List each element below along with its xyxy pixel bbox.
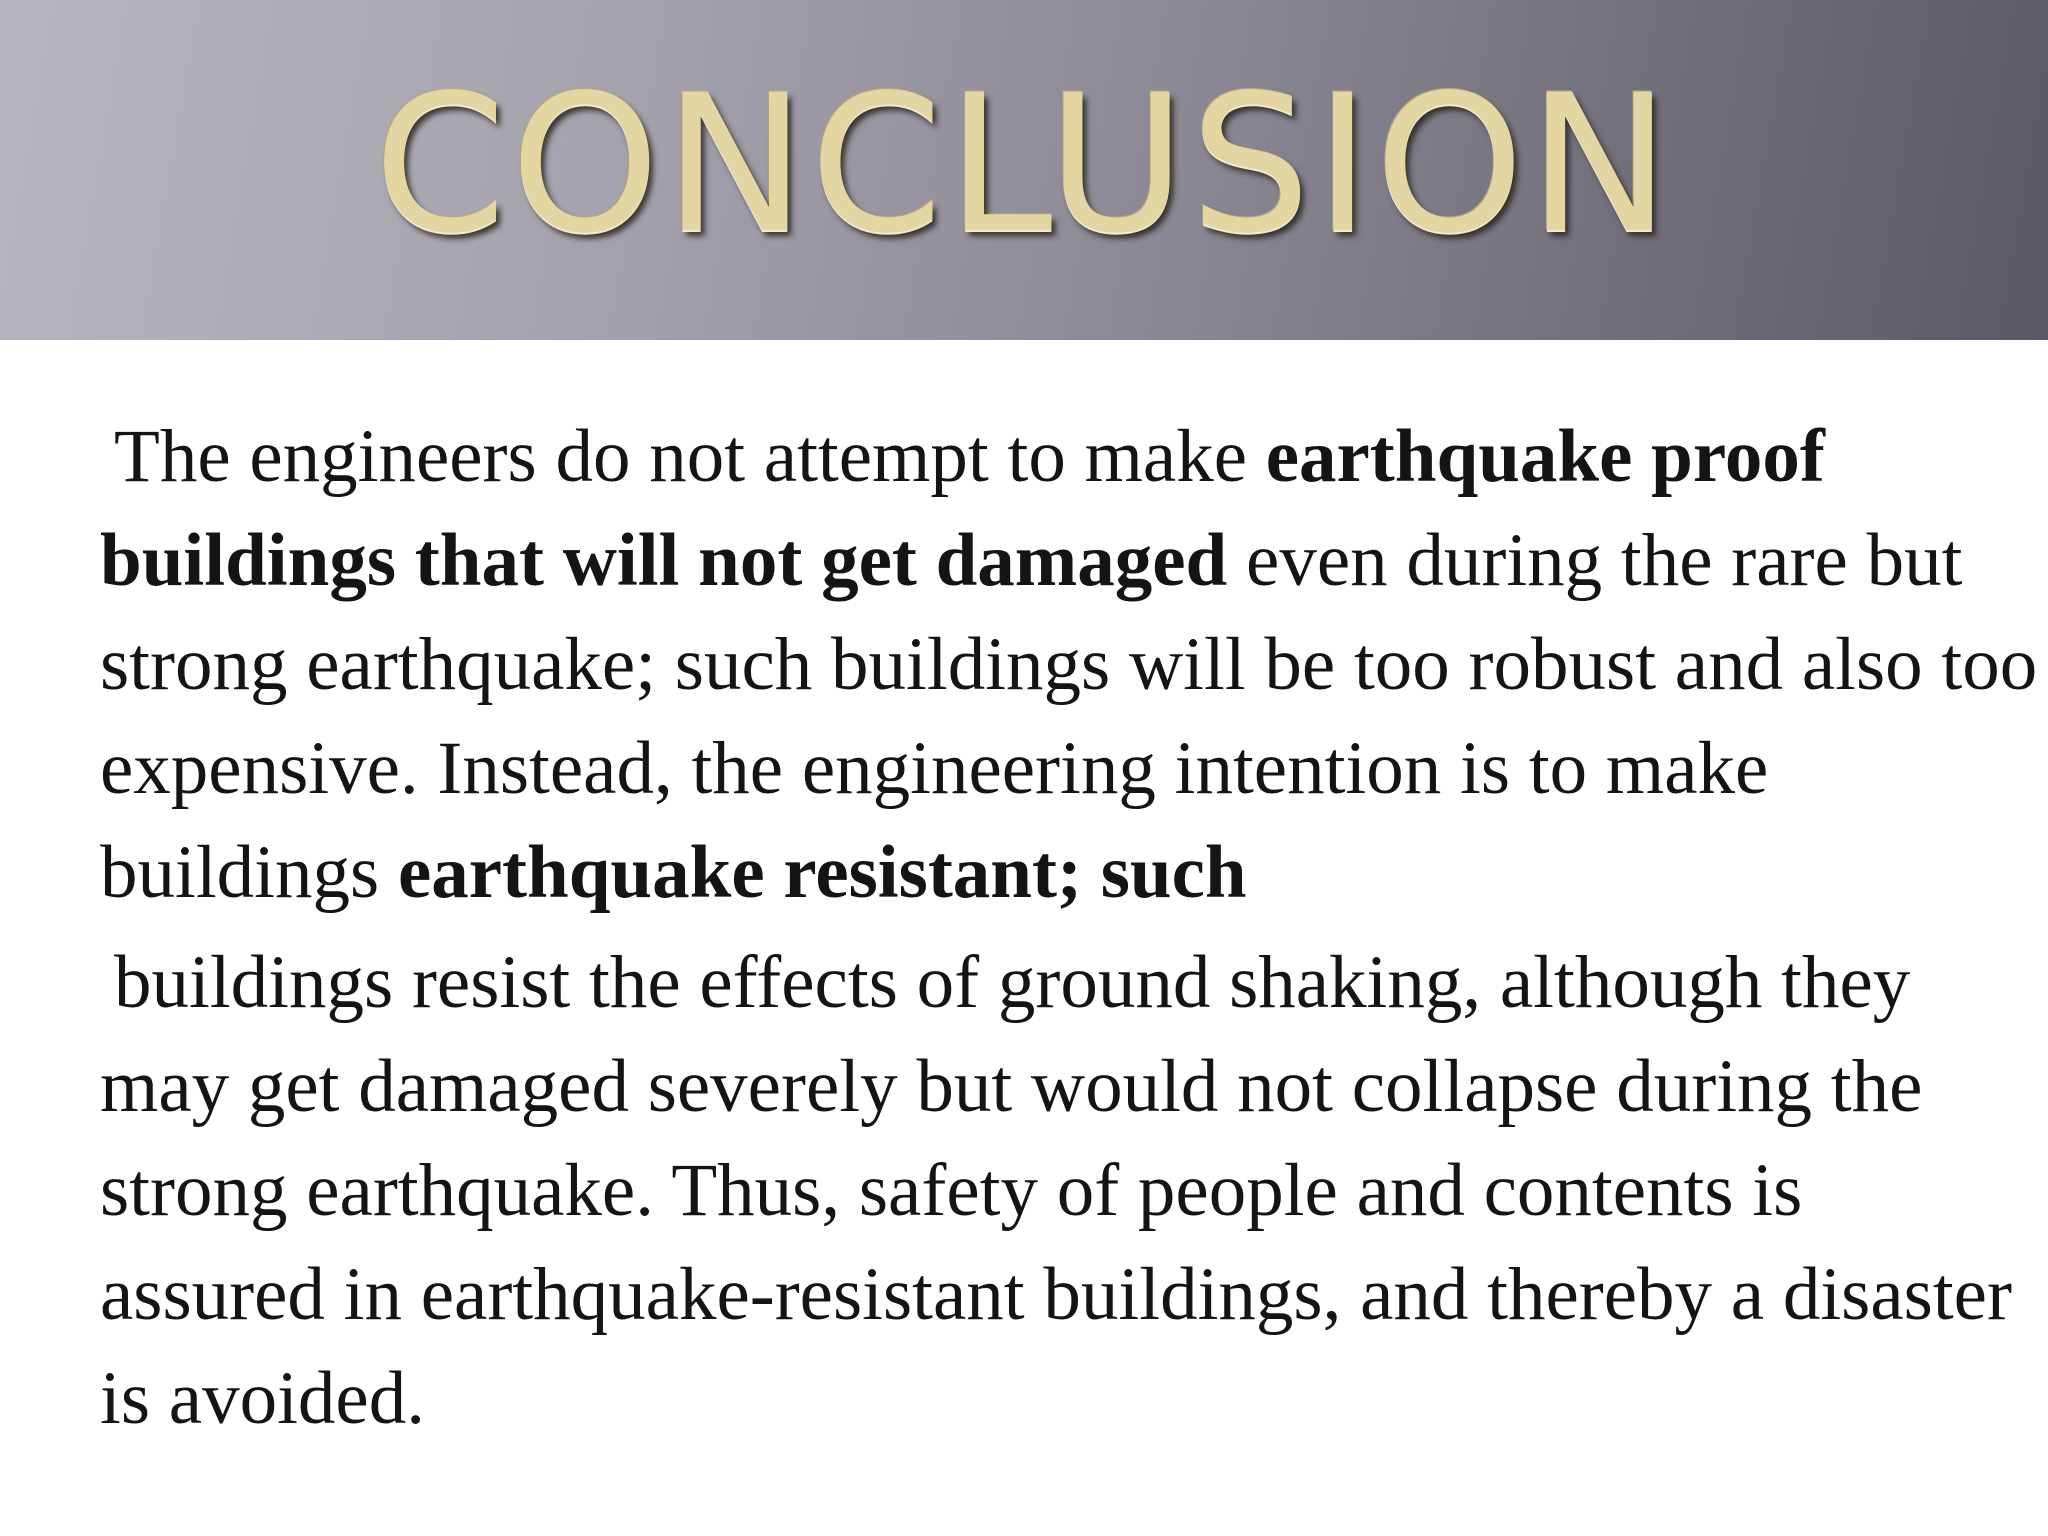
paragraph-2 (100, 931, 2040, 1451)
paragraph-1-bold-phrase-2: earthquake resistant; such (397, 831, 1247, 914)
paragraph-1 (100, 405, 2040, 925)
paragraph-1-bold-phrase-1: earthquake proof buildings that will not get damaged (100, 415, 1825, 602)
paragraph-2-text: buildings resist the effects of ground shaking, although they may get damaged severely but would not collapse during the strong earthquake. Thus, safety of people and contents is assured in earthquake-resistant buildings, and thereby a disaster is avoided. (100, 941, 2012, 1440)
paragraph-1-intro: The engineers do not attempt to make (114, 415, 1266, 498)
slide-title: CONCLUSION (373, 54, 1675, 275)
slide-body (100, 405, 2040, 1451)
paragraph-1-middle: even during the rare but strong earthquake; such buildings will be too robust and also too expensive. Instead, the engineering intention is to make buildings (100, 519, 2038, 914)
